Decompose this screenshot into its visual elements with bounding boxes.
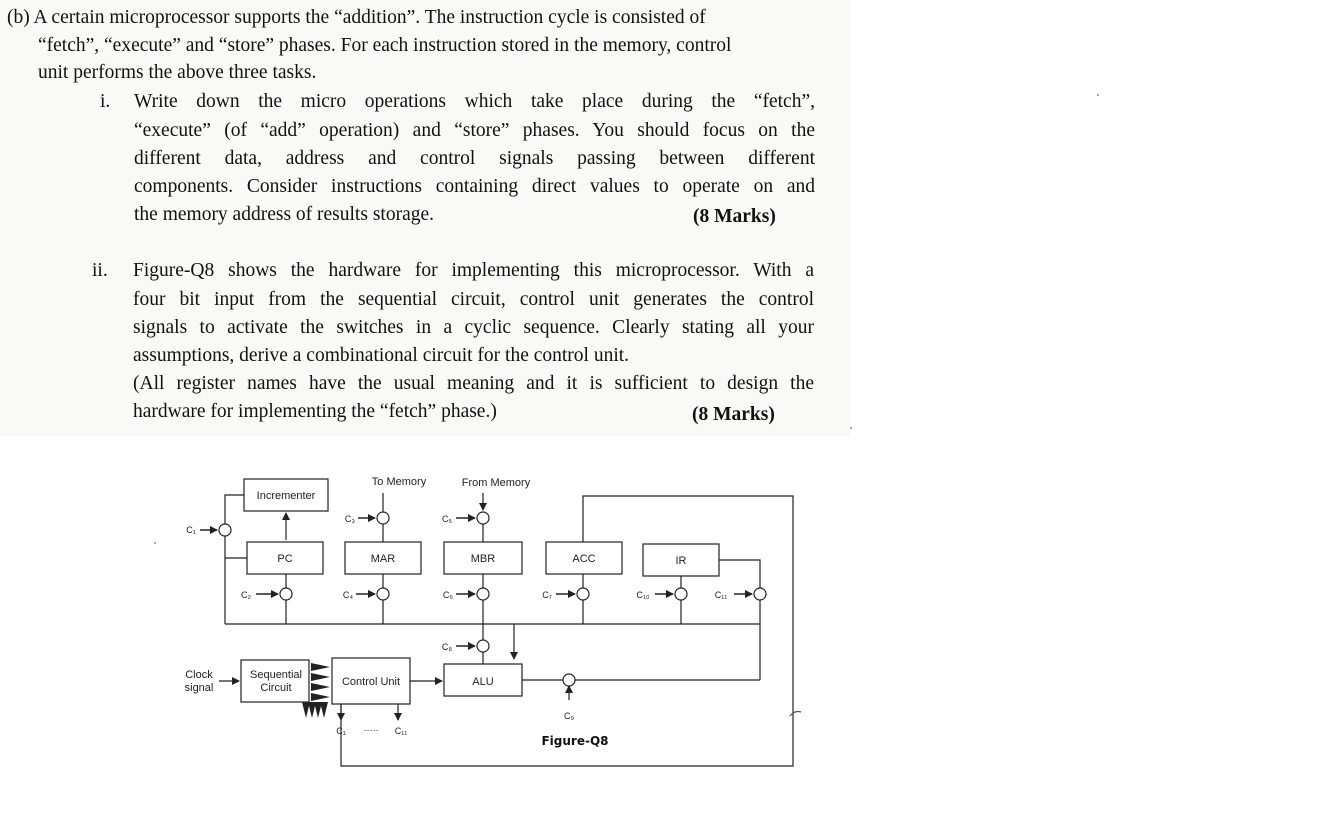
- c2-label: C₂: [241, 590, 251, 600]
- switch-c8: [477, 640, 489, 652]
- switch-c3: [377, 512, 389, 524]
- part-i-line-4: components. Consider instructions containing direct values to operate on and: [134, 176, 815, 197]
- c6-label: C₆: [442, 590, 454, 600]
- part-b-line-3: unit performs the above three tasks.: [38, 62, 317, 83]
- switch-c5: [477, 512, 489, 524]
- mbr-label: MBR: [470, 553, 496, 565]
- sequential-label-1: Sequential: [250, 669, 302, 681]
- switch-c6: [477, 588, 489, 600]
- clock-label-2: signal: [184, 682, 214, 694]
- four-bit-bus-arrows: [302, 663, 330, 718]
- part-ii-line-4: assumptions, derive a combinational circuit for the control unit.: [133, 345, 630, 366]
- scan-specks: [154, 94, 1099, 716]
- cu-output-dots: ·····: [363, 725, 379, 735]
- figure-caption: Figure-Q8: [541, 734, 609, 748]
- c7-label: C₇: [542, 590, 552, 600]
- part-i-line-1: Write down the micro operations which take place during the “fetch”,: [134, 91, 815, 112]
- part-ii-line-2: four bit input from the sequential circuit, control unit generates the control: [133, 289, 814, 310]
- part-ii-line-6: hardware for implementing the “fetch” phase.): [133, 401, 497, 422]
- part-ii-line-1: Figure-Q8 shows the hardware for implementing this microprocessor. With a: [133, 260, 814, 281]
- c3-label: C₃: [344, 514, 356, 524]
- c11-label: C₁₁: [714, 590, 728, 600]
- switch-c2: [280, 588, 292, 600]
- acc-label: ACC: [572, 553, 596, 565]
- c4-label: C₄: [342, 590, 354, 600]
- part-ii-line-3: signals to activate the switches in a cyclic sequence. Clearly stating all your: [133, 317, 814, 338]
- incrementer-to-c1-line: [225, 495, 244, 524]
- cu-output-first-label: C₁: [336, 726, 346, 736]
- part-i-line-5: the memory address of results storage.: [134, 204, 435, 225]
- sequential-label-2: Circuit: [260, 682, 292, 694]
- clock-label-1: Clock: [185, 669, 213, 681]
- part-i-numeral: i.: [100, 91, 111, 112]
- part-i-line-3: different data, address and control signals passing between different: [134, 148, 815, 169]
- c8-label: C₈: [441, 642, 453, 652]
- part-ii-numeral: ii.: [92, 260, 108, 281]
- switch-c1: [219, 524, 231, 536]
- ir-label: IR: [675, 555, 687, 567]
- switch-c10: [675, 588, 687, 600]
- part-ii-marks: (8 Marks): [692, 404, 775, 425]
- to-memory-label: To Memory: [371, 476, 427, 488]
- cu-output-last-label: C₁₁: [394, 726, 408, 736]
- control-unit-label: Control Unit: [341, 676, 401, 688]
- alu-label: ALU: [472, 676, 494, 688]
- switch-c7: [577, 588, 589, 600]
- switch-c11: [754, 588, 766, 600]
- incrementer-label: Incrementer: [256, 490, 316, 502]
- from-memory-label: From Memory: [461, 477, 531, 489]
- c10-label: C₁₀: [636, 590, 650, 600]
- pc-label: PC: [277, 553, 293, 565]
- part-i-marks: (8 Marks): [693, 206, 776, 227]
- sequential-circuit-block: [241, 660, 309, 702]
- acc-feedback-line: [341, 496, 793, 766]
- switch-c4: [377, 588, 389, 600]
- part-b-line-1: (b) A certain microprocessor supports the “addition”. The instruction cycle is consisted of: [7, 7, 706, 28]
- c5-label: C₅: [441, 514, 453, 524]
- part-b-line-2: “fetch”, “execute” and “store” phases. For each instruction stored in the memory, control: [38, 35, 732, 56]
- c1-to-pc-line: [225, 536, 247, 558]
- c1-label: C₁: [186, 525, 196, 535]
- mar-label: MAR: [370, 553, 396, 565]
- ir-to-c11-line: [719, 560, 760, 588]
- c9-label: C₉: [563, 711, 575, 721]
- part-ii-line-5: (All register names have the usual meaning and it is sufficient to design the: [133, 373, 814, 394]
- switch-c9: [563, 674, 575, 686]
- part-i-line-2: “execute” (of “add” operation) and “store” phases. You should focus on the: [134, 120, 815, 141]
